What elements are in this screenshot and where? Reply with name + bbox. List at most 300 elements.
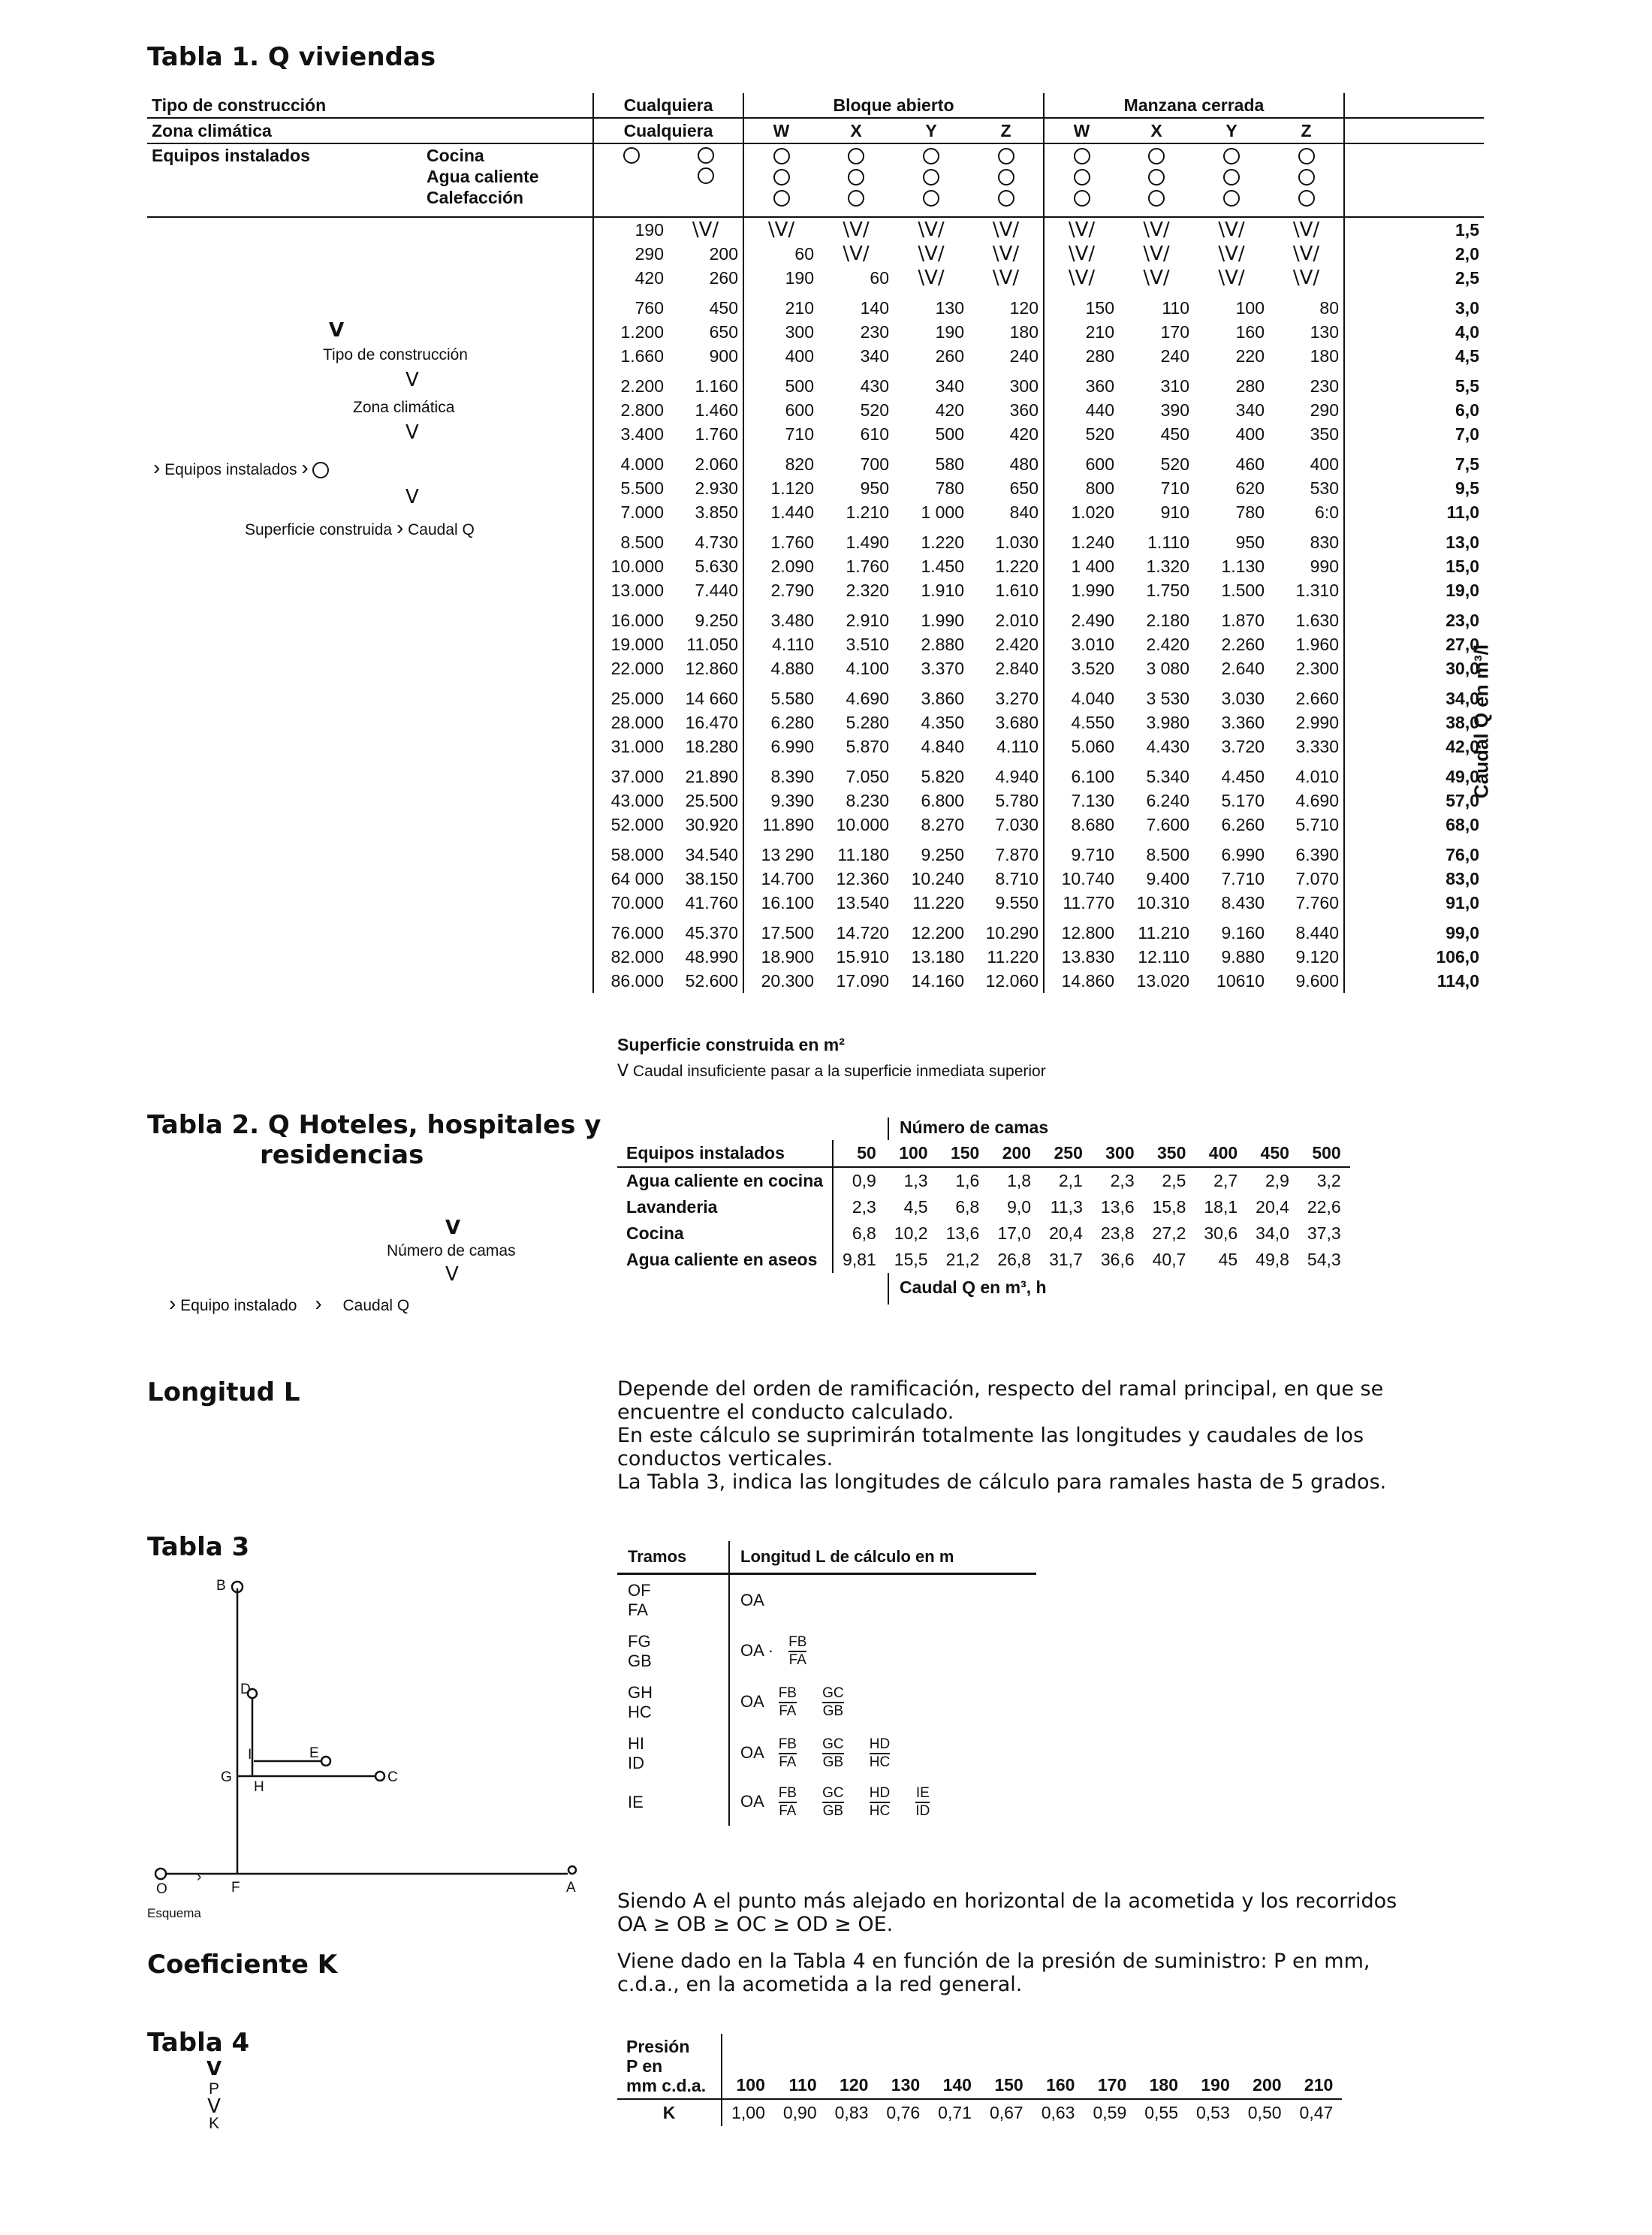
t1-cell: 2.300 [1269,656,1344,686]
flow-tipo: Tipo de construcción [323,346,468,363]
t1-cell: 16.100 [761,892,814,912]
t1-cell: 8.430 [1221,892,1265,912]
arrow-right-icon: › [301,456,309,479]
t4-k-cell: 0,83 [834,2103,869,2122]
t1-row-spacer [147,891,593,921]
t1-caudal-cell: 30,0 [1446,658,1479,678]
t2-row [617,1167,1350,1194]
t1-cell: 500 [935,424,964,444]
circle-icon [923,190,939,207]
v-icon: V [329,319,345,342]
t2-cell: 45 [1218,1250,1238,1269]
hdr-cualquiera-2: Cualquiera [593,118,743,143]
t4-pressure-header: 160 [1046,2075,1075,2095]
t2-camas-header: 400 [1208,1143,1238,1163]
t2-cell: 23,8 [1100,1223,1135,1243]
t1-cell: 340 [860,345,889,366]
t1-cell: 76.000 [593,921,668,945]
t1-cell: 3 530 [1146,688,1189,708]
t1-cell: 18.900 [761,946,814,967]
t1-cell: 440 [1085,400,1114,420]
t4-pressure-header: 150 [994,2075,1023,2095]
t1-cell: 9.120 [1269,945,1344,969]
t1-cell: 350 [1269,422,1344,452]
t2-num-camas: Número de camas [888,1118,1350,1140]
t1-cell: 4.010 [1269,765,1344,789]
t1-cell: 710 [1160,478,1189,498]
t1-caudal-cell: 42,0 [1446,736,1479,756]
t1-cell: 13.000 [593,578,668,608]
t1-cell: 12.800 [1061,922,1114,943]
t1-row [147,242,1484,266]
t1-caudal-cell: 15,0 [1446,556,1479,576]
label-h: H [254,1779,264,1795]
t1-cell: 16.000 [593,608,668,632]
t1-cell: 52.000 [593,813,668,843]
t1-caudal-cell: 91,0 [1446,892,1479,912]
t1-cell: 4.690 [846,688,889,708]
t2-cell: 9,81 [843,1250,876,1269]
t1-cell: 1.990 [921,610,964,630]
t1-cell: 4.110 [772,634,814,654]
circle-icon [848,190,864,207]
frac-bottom: ID [915,1803,930,1819]
t1-caudal-cell: 76,0 [1446,844,1479,864]
t1-cell: 4.110 [969,734,1044,765]
zone-w1: W [773,120,790,140]
t1-caudal-cell: 5,5 [1455,376,1479,396]
t2-title-2: residencias [260,1140,424,1170]
t1-cell: \V/ [1143,219,1170,241]
t1-row [147,217,1484,242]
t2-cell: 3,2 [1316,1171,1341,1190]
t1-cell: 1.240 [1071,532,1114,552]
circle-icon [698,147,714,164]
t1-cell: 1.320 [1146,556,1189,576]
t1-cell: 12.060 [969,969,1044,993]
t1-cell: 10.000 [593,554,668,578]
k-text [617,1950,1503,1996]
t4-k-cell: 0,63 [1041,2103,1075,2122]
t1-caudal-cell: 27,0 [1446,634,1479,654]
frac-top: GC [822,1736,844,1754]
t1-cell: 8.500 [1146,844,1189,864]
t4-presion-cell [617,2034,722,2099]
t4-k-cell: 0,71 [938,2103,972,2122]
t1-cell: 710 [785,424,814,444]
t1-cell: 14.160 [911,970,964,991]
t1-cell: 110 [1162,297,1189,318]
t1-cell: 5.630 [668,554,743,578]
t1-footer-note-row [617,1062,1046,1081]
t2-camas-header: 50 [857,1143,876,1163]
t2-row [617,1220,1350,1247]
t1-cell: 8.270 [921,814,964,834]
t1-cell: 9.880 [1221,946,1265,967]
t1-cell: 14.700 [761,868,814,888]
t1-cell: 400 [1235,424,1265,444]
t1-cell: 8.440 [1269,921,1344,945]
t4-title: Tabla 4 [147,2028,250,2058]
t2-camas-header: 350 [1157,1143,1186,1163]
t1-cell: 7.130 [1071,790,1114,810]
t1-cell: 1.760 [846,556,889,576]
t4-mm: mm c.d.a. [626,2076,707,2095]
t1-cell: 3.520 [1071,658,1114,678]
t1-cell: 9.550 [969,891,1044,921]
t3-r2: FG GB [617,1626,729,1677]
t1-cell: \V/ [1143,243,1170,265]
t1-cell: 11.210 [1138,922,1189,943]
t2-cell: 2,7 [1213,1171,1238,1190]
t1-cell: 1.990 [1071,580,1114,600]
t2-cell: 17,0 [997,1223,1032,1243]
t1-cell: 210 [1085,321,1114,342]
t2-cell: 13,6 [945,1223,980,1243]
label-o: O [156,1881,167,1897]
t2-cell: 0,9 [852,1171,876,1190]
t1-cell: 2.640 [1221,658,1265,678]
t1-cell: 9.710 [1071,844,1114,864]
t1-cell: 14.860 [1061,970,1114,991]
t1-cell: 3.370 [921,658,964,678]
zone-z1: Z [969,118,1044,143]
t1-cell: 22.000 [593,656,668,686]
t1-row-spacer [147,765,593,789]
t1-row [147,686,1484,710]
t1-cell: 4.000 [593,452,668,476]
t1-cell: 2.200 [593,374,668,398]
t1-cell: 3.510 [846,634,889,654]
t1-cell: 1 400 [1071,556,1114,576]
t1-cell: 130 [1269,320,1344,344]
t1-cell: 13.180 [911,946,964,967]
t2-cell: 4,5 [903,1197,928,1217]
t1-cell: 1.610 [969,578,1044,608]
t1-cell: 13 290 [761,844,814,864]
t1-cell: 6.100 [1071,766,1114,786]
t2-cell: 27,2 [1152,1223,1186,1243]
t2-cell: 9,0 [1007,1197,1032,1217]
t1-cell: 420 [935,400,964,420]
t1-cell: 120 [969,296,1044,320]
t1-cell: 10.310 [1136,892,1189,912]
t2-cell: 6,8 [955,1197,980,1217]
circle-icon [773,169,790,185]
t1-cell: 7.600 [1146,814,1189,834]
frac-top: GC [822,1785,844,1803]
esquema-label: Esquema [147,1906,201,1920]
t1-cell: \V/ [918,243,945,265]
circle-icon [848,148,864,164]
t1-row-spacer [147,242,593,266]
t1-caudal-cell: 57,0 [1446,790,1479,810]
hdr-bloque: Bloque abierto [743,93,1044,118]
t1-cell: 1.870 [1221,610,1265,630]
t1-caudal-cell: 114,0 [1436,970,1479,991]
t1-cell: 6.280 [770,712,814,732]
fraction [779,1685,797,1720]
t1-cell: 450 [1160,424,1189,444]
fraction [822,1736,844,1771]
t1-cell: 2.840 [969,656,1044,686]
t2-cell: 13,6 [1100,1197,1135,1217]
t1-caudal-cell: 2,5 [1455,267,1479,288]
flow-t2-caudal: Caudal Q [342,1297,410,1314]
t4-pressure-header: 170 [1097,2075,1127,2095]
t1-cell: 1.440 [770,502,814,522]
t1-cell: 12.360 [836,868,889,888]
t1-cell: 38.150 [668,867,743,891]
t1-cell: 11.220 [969,945,1044,969]
t1-cell: 3.330 [1269,734,1344,765]
t2-cell: 30,6 [1204,1223,1238,1243]
t1-cell: 5.340 [1146,766,1189,786]
t2-cell: 31,7 [1049,1250,1083,1269]
t4-pressure-header: 210 [1304,2075,1334,2095]
fraction [915,1785,930,1820]
t1-row [147,608,1484,632]
t3-longitud: Longitud L de cálculo en m [740,1547,954,1566]
t1-cell: 650 [668,320,743,344]
t1-row-spacer [147,266,593,296]
t1-cell: 19.000 [593,632,668,656]
t1-caudal-cell: 106,0 [1436,946,1479,967]
t1-cell: \V/ [1068,219,1096,241]
fraction [788,1634,806,1669]
t1-row [147,921,1484,945]
t1-row-spacer [147,686,593,710]
t1-cell: 360 [969,398,1044,422]
t1-caudal-cell: 7,5 [1455,454,1479,474]
t4-k-label: K [617,2099,722,2126]
table-2 [617,1140,1350,1273]
t1-cell: 6.260 [1221,814,1265,834]
t1-cell: 160 [1235,321,1265,342]
t2-cell: 21,2 [945,1250,980,1269]
label-e: E [309,1745,319,1761]
t2-row [617,1247,1350,1273]
t2-row [617,1194,1350,1220]
longitud-title: Longitud L [147,1377,300,1407]
t1-row-spacer [147,608,593,632]
circle-icon [1298,169,1315,185]
t1-cell: 650 [969,476,1044,500]
t1-cell: \V/ [668,217,743,242]
t1-cell: 1.750 [1146,580,1189,600]
t1-row [147,554,1484,578]
t1-cell: 20.300 [761,970,814,991]
t1-cell: 430 [860,376,889,396]
frac-top: GC [822,1685,844,1703]
v-icon: V [617,1062,629,1081]
circle-icon [848,169,864,185]
t2-cell: 6,8 [852,1223,876,1243]
flow-caudal: Caudal Q [408,521,475,538]
t1-cell: 4.690 [1269,789,1344,813]
t1-cell: 170 [1160,321,1189,342]
label-g: G [221,1769,232,1785]
t1-cell: 240 [1160,345,1189,366]
label-a: A [566,1880,576,1896]
longitud-p3: En este cálculo se suprimirán totalmente las longitudes y caudales de los [617,1424,1364,1447]
t1-caudal-cell: 23,0 [1446,610,1479,630]
circle-icon [1223,148,1240,164]
t1-cell: 420 [969,422,1044,452]
t1-cell: 58.000 [593,843,668,867]
t1-cell: \V/ [1068,267,1096,289]
table-4 [617,2034,1342,2126]
t1-cell: 910 [1160,502,1189,522]
t3-schematic [143,1573,593,1934]
t1-cell: 5.780 [969,789,1044,813]
t1-row-spacer [147,734,593,765]
t1-cell: 6.390 [1269,843,1344,867]
circle-icon [1148,169,1165,185]
frac-bottom: FA [779,1703,797,1719]
t1-cell: 1.030 [969,530,1044,554]
t1-row [147,813,1484,843]
t1-cell: 150 [1085,297,1114,318]
t1-cell: 2.320 [846,580,889,600]
t1-caudal-cell: 9,5 [1455,478,1479,498]
t1-caudal-cell: 83,0 [1446,868,1479,888]
v-icon: V [207,2095,221,2118]
circle-icon [998,169,1014,185]
t3-oa: OA [740,1742,764,1762]
flow-zona: Zona climática [353,399,455,416]
fraction [779,1736,797,1771]
t1-cell: 1.660 [593,344,668,374]
t1-cell: 17.090 [836,970,889,991]
t1-cell: 8.230 [846,790,889,810]
node-e-icon [321,1757,330,1766]
t1-caudal-cell: 13,0 [1446,532,1479,552]
t1-cell: 420 [593,266,668,296]
t1-cell: 43.000 [593,789,668,813]
t1-cell: 16.470 [668,710,743,734]
t1-row-spacer [147,843,593,867]
t2-cell: 1,3 [903,1171,928,1190]
t1-cell: 180 [969,320,1044,344]
eq-cocina: Cocina [427,146,484,165]
t1-cell: 220 [1235,345,1265,366]
table-3: Tramos Longitud L de cálculo en m OF FA OA FG GB OA · $\frac{FB}{FA}$ GH HC OA $\frac{FB}{FA}$ $\frac{GC}{GB}$ HI ID OA $\frac{FB}{FA}$ $\frac{GC}{GB}$ $\frac{HD}{HC}$ IE OA $\frac{FB}{FA}$ $\frac{GC}{GB}$ $\frac{HD}{HC}$ $\frac{IE}{ID}$ [617,1541,1036,1826]
t2-equipos: Equipos instalados [617,1140,833,1167]
frac-top: FB [779,1785,797,1803]
t1-cell: 340 [935,376,964,396]
t1-cell: 5.500 [593,476,668,500]
t2-cell: 2,3 [852,1197,876,1217]
t1-cell: \V/ [1218,219,1245,241]
t1-cell: 1.960 [1269,632,1344,656]
t1-cell: 2.660 [1269,686,1344,710]
frac-top: FB [779,1736,797,1754]
k-p1: Siendo A el punto más alejado en horizontal de la acometida y los recorridos [617,1890,1397,1913]
t1-cell: 7.710 [1221,868,1265,888]
t1-cell: 3.480 [770,610,814,630]
hdr-cualquiera-1: Cualquiera [593,93,743,118]
t1-cell: 3.720 [1221,736,1265,756]
t1-cell: 4.880 [770,658,814,678]
t1-cell: 7.000 [593,500,668,530]
t1-cell: 1.630 [1269,608,1344,632]
t1-row [147,296,1484,320]
t1-caudal-cell: 7,0 [1455,424,1479,444]
circle-icon [623,147,640,164]
t2-row-label: Lavanderia [617,1194,833,1220]
t1-cell: 7.030 [969,813,1044,843]
t1-row [147,969,1484,993]
frac-bottom: FA [779,1754,797,1770]
t1-cell: 820 [785,454,814,474]
t1-row-spacer [147,921,593,945]
label-i: I [248,1747,252,1763]
t2-camas-header: 500 [1312,1143,1341,1163]
t1-cell: 460 [1235,454,1265,474]
longitud-p4: conductos verticales. [617,1447,834,1470]
t2-row-label: Cocina [617,1220,833,1247]
zone-x2: X [1150,120,1162,140]
t1-cell: 9.250 [921,844,964,864]
flow-t2-row [169,1292,409,1316]
t1-cell: 6.240 [1146,790,1189,810]
t1-cell: 25.500 [668,789,743,813]
t1-cell: \V/ [1218,243,1245,265]
t1-cell: 5.870 [846,736,889,756]
t1-caudal-cell: 68,0 [1446,814,1479,834]
t2-row-label: Agua caliente en cocina [617,1167,833,1194]
t1-cell: 200 [668,242,743,266]
frac-top: FB [779,1685,797,1703]
t1-caudal-cell: 34,0 [1446,688,1479,708]
arrow-right-icon: › [396,516,404,539]
t1-cell: 9.160 [1221,922,1265,943]
t1-side-label: Caudal Q en m³/l [1470,644,1493,799]
k-p2: OA ≥ OB ≥ OC ≥ OD ≥ OE. [617,1913,894,1936]
t1-cell: 2.910 [846,610,889,630]
circle-icon [998,190,1014,207]
t1-cell: 190 [785,267,814,288]
t3-oa: OA [740,1640,764,1660]
t2-cell: 1,6 [955,1171,980,1190]
t1-cell: 400 [1269,452,1344,476]
frac-bottom: HC [869,1803,891,1819]
t1-row-spacer [147,710,593,734]
fraction [870,1736,890,1771]
t1-flow-diagram [153,319,571,544]
t1-cell: 3.030 [1221,688,1265,708]
t1-cell: 1.020 [1071,502,1114,522]
t2-flow-diagram [169,1217,559,1329]
t1-cell: 18.280 [668,734,743,765]
t1-cell: 9.250 [668,608,743,632]
fraction [870,1785,890,1820]
t1-cell: 2.490 [1071,610,1114,630]
t1-cell: 80 [1269,296,1344,320]
t1-caudal-cell: 19,0 [1446,580,1479,600]
label-f: F [231,1880,240,1896]
v-icon: V [405,421,419,444]
t4-k-cell: 0,50 [1247,2103,1282,2122]
zone-z2: Z [1269,118,1344,143]
arrow-right-icon: › [197,1869,202,1885]
t1-cell: 840 [969,500,1044,530]
k-p4: c.d.a., en la acometida a la red general. [617,1973,1023,1996]
t1-cell: 700 [860,454,889,474]
t1-cell: 17.500 [761,922,814,943]
t1-cell: 260 [668,266,743,296]
